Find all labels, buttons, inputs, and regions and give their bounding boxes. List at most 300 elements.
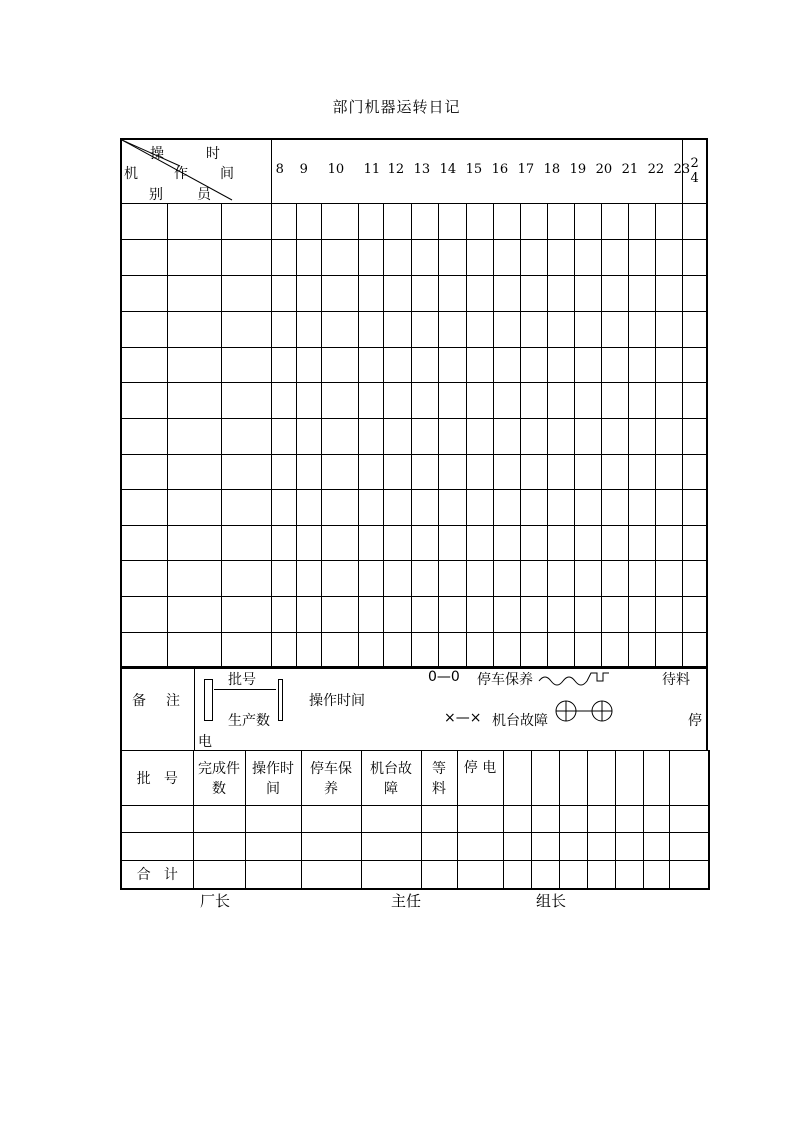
log-cell[interactable]: [412, 632, 439, 668]
log-cell[interactable]: [493, 347, 520, 382]
log-cell[interactable]: [271, 489, 296, 525]
log-cell[interactable]: [296, 347, 321, 382]
log-cell[interactable]: [271, 454, 296, 489]
log-cell[interactable]: [359, 239, 384, 275]
log-cell[interactable]: [121, 632, 168, 668]
heji-label: 合 计: [121, 861, 193, 889]
log-cell[interactable]: [574, 454, 601, 489]
log-cell[interactable]: [466, 632, 493, 668]
log-cell[interactable]: [168, 203, 221, 239]
log-cell[interactable]: [520, 560, 547, 596]
hour-label-20: 20: [595, 162, 613, 177]
log-cell[interactable]: [601, 347, 628, 382]
log-row: [121, 560, 707, 596]
log-cell[interactable]: [121, 525, 168, 560]
log-cell[interactable]: [296, 311, 321, 347]
remark-label-a: 备: [132, 693, 146, 709]
log-cell[interactable]: [271, 275, 296, 311]
log-cell[interactable]: [629, 382, 656, 418]
log-cell[interactable]: [574, 275, 601, 311]
bar-marker-right: [278, 679, 283, 721]
log-cell[interactable]: [412, 203, 439, 239]
log-cell[interactable]: [547, 596, 574, 632]
log-cell[interactable]: [439, 454, 466, 489]
log-cell[interactable]: [271, 382, 296, 418]
log-cell[interactable]: [656, 632, 683, 668]
log-cell[interactable]: [547, 525, 574, 560]
log-cell[interactable]: [412, 275, 439, 311]
log-cell[interactable]: [493, 489, 520, 525]
log-cell[interactable]: [168, 311, 221, 347]
log-cell[interactable]: [520, 632, 547, 668]
log-cell[interactable]: [168, 560, 221, 596]
log-cell[interactable]: [466, 489, 493, 525]
log-cell[interactable]: [359, 454, 384, 489]
log-cell[interactable]: [601, 560, 628, 596]
log-cell[interactable]: [321, 489, 359, 525]
log-row: [121, 418, 707, 454]
log-cell[interactable]: [547, 632, 574, 668]
log-cell[interactable]: [493, 311, 520, 347]
log-cell[interactable]: [466, 560, 493, 596]
log-row: [121, 311, 707, 347]
log-cell[interactable]: [629, 347, 656, 382]
log-cell[interactable]: [466, 454, 493, 489]
log-cell[interactable]: [296, 454, 321, 489]
log-cell[interactable]: [271, 239, 296, 275]
log-cell[interactable]: [683, 525, 707, 560]
log-cell[interactable]: [359, 525, 384, 560]
log-cell[interactable]: [168, 347, 221, 382]
log-cell[interactable]: [168, 382, 221, 418]
log-cell[interactable]: [221, 489, 271, 525]
log-cell[interactable]: [656, 560, 683, 596]
log-cell[interactable]: [412, 525, 439, 560]
log-cell[interactable]: [221, 632, 271, 668]
log-cell[interactable]: [296, 275, 321, 311]
bar-line: [214, 689, 276, 690]
hour-label-10: 10: [327, 162, 345, 177]
log-row: [121, 203, 707, 239]
log-cell[interactable]: [466, 596, 493, 632]
log-cell[interactable]: [412, 239, 439, 275]
log-cell[interactable]: [121, 489, 168, 525]
remark-row: [120, 666, 708, 750]
log-cell[interactable]: [574, 418, 601, 454]
col-tingdian: 停 电: [457, 751, 503, 806]
diagonal-lines: [122, 140, 266, 204]
log-cell[interactable]: [221, 203, 271, 239]
log-cell[interactable]: [359, 596, 384, 632]
log-cell[interactable]: [359, 347, 384, 382]
log-cell[interactable]: [439, 275, 466, 311]
summary-table: [120, 750, 710, 890]
log-cell[interactable]: [384, 347, 412, 382]
legend-caozuoshijian: 操作时间: [309, 693, 365, 709]
hour-label-23: 23: [673, 162, 691, 177]
log-cell[interactable]: [574, 596, 601, 632]
log-cell[interactable]: [547, 311, 574, 347]
log-cell[interactable]: [271, 525, 296, 560]
log-cell[interactable]: [384, 382, 412, 418]
hour-label-16: 16: [491, 162, 509, 177]
log-cell[interactable]: [384, 632, 412, 668]
log-cell[interactable]: [384, 489, 412, 525]
log-cell[interactable]: [359, 560, 384, 596]
log-cell[interactable]: [384, 560, 412, 596]
log-cell[interactable]: [601, 239, 628, 275]
log-cell[interactable]: [574, 203, 601, 239]
log-cell[interactable]: [439, 489, 466, 525]
hour-label-18: 18: [543, 162, 561, 177]
log-cell[interactable]: [493, 239, 520, 275]
log-cell[interactable]: [221, 418, 271, 454]
log-cell[interactable]: [629, 454, 656, 489]
footer-changzhang: 厂长: [200, 892, 231, 910]
log-cell[interactable]: [656, 596, 683, 632]
log-row: [121, 525, 707, 560]
col-wancheng: 完成件 数: [193, 751, 245, 806]
log-cell[interactable]: [359, 203, 384, 239]
log-cell[interactable]: [520, 418, 547, 454]
log-cell[interactable]: [271, 347, 296, 382]
log-cell[interactable]: [121, 382, 168, 418]
header-ji: 机: [124, 166, 138, 182]
log-cell[interactable]: [296, 489, 321, 525]
log-cell[interactable]: [574, 239, 601, 275]
header-yuan: 员: [197, 187, 211, 203]
log-cell[interactable]: [601, 203, 628, 239]
hour-label-11: 11: [363, 162, 381, 177]
log-cell[interactable]: [439, 203, 466, 239]
log-cell[interactable]: [629, 560, 656, 596]
log-cell[interactable]: [574, 525, 601, 560]
footer-zuzhang: 组长: [536, 892, 567, 910]
log-cell[interactable]: [493, 632, 520, 668]
log-cell[interactable]: [601, 525, 628, 560]
log-cell[interactable]: [656, 347, 683, 382]
log-cell[interactable]: [520, 311, 547, 347]
log-cell[interactable]: [656, 311, 683, 347]
log-cell[interactable]: [656, 239, 683, 275]
log-cell[interactable]: [601, 275, 628, 311]
log-cell[interactable]: [683, 418, 707, 454]
header-jian: 间: [220, 166, 234, 182]
log-cell[interactable]: [629, 596, 656, 632]
log-cell[interactable]: [439, 239, 466, 275]
log-cell[interactable]: [466, 382, 493, 418]
remark-divider: [194, 667, 195, 751]
log-cell[interactable]: [321, 275, 359, 311]
log-cell[interactable]: [168, 489, 221, 525]
log-cell[interactable]: [656, 525, 683, 560]
log-cell[interactable]: [574, 311, 601, 347]
log-cell[interactable]: [493, 418, 520, 454]
log-cell[interactable]: [683, 596, 707, 632]
log-cell[interactable]: [493, 454, 520, 489]
log-cell[interactable]: [221, 525, 271, 560]
log-cell[interactable]: [547, 382, 574, 418]
log-cell[interactable]: [547, 418, 574, 454]
log-cell[interactable]: [321, 454, 359, 489]
log-cell[interactable]: [359, 382, 384, 418]
log-cell[interactable]: [520, 489, 547, 525]
log-cell[interactable]: [547, 203, 574, 239]
legend-fault-code: ×—×: [444, 710, 482, 726]
hour-label-19: 19: [569, 162, 587, 177]
log-cell[interactable]: [439, 596, 466, 632]
log-cell[interactable]: [384, 418, 412, 454]
log-cell[interactable]: [412, 560, 439, 596]
log-cell[interactable]: [321, 311, 359, 347]
log-cell[interactable]: [683, 347, 707, 382]
log-cell[interactable]: [629, 203, 656, 239]
log-cell[interactable]: [683, 382, 707, 418]
legend-fault-text: 机台故障: [492, 713, 548, 729]
log-cell[interactable]: [683, 632, 707, 668]
log-cell[interactable]: [466, 418, 493, 454]
log-cell[interactable]: [121, 560, 168, 596]
log-cell[interactable]: [321, 525, 359, 560]
log-cell[interactable]: [384, 525, 412, 560]
log-cell[interactable]: [412, 311, 439, 347]
log-cell[interactable]: [296, 560, 321, 596]
log-cell[interactable]: [574, 632, 601, 668]
log-cell[interactable]: [296, 418, 321, 454]
log-cell[interactable]: [547, 560, 574, 596]
log-cell[interactable]: [683, 203, 707, 239]
log-cell[interactable]: [168, 418, 221, 454]
log-cell[interactable]: [221, 239, 271, 275]
log-cell[interactable]: [574, 560, 601, 596]
log-cell[interactable]: [412, 347, 439, 382]
log-cell[interactable]: [321, 418, 359, 454]
log-cell[interactable]: [412, 489, 439, 525]
summary-row: [121, 833, 709, 861]
log-cell[interactable]: [629, 418, 656, 454]
log-cell[interactable]: [384, 454, 412, 489]
log-cell[interactable]: [601, 454, 628, 489]
log-cell[interactable]: [520, 239, 547, 275]
log-cell[interactable]: [466, 239, 493, 275]
log-cell[interactable]: [321, 239, 359, 275]
log-cell[interactable]: [547, 239, 574, 275]
log-cell[interactable]: [520, 275, 547, 311]
log-cell[interactable]: [121, 239, 168, 275]
log-cell[interactable]: [221, 596, 271, 632]
log-cell[interactable]: [271, 596, 296, 632]
log-cell[interactable]: [359, 275, 384, 311]
log-cell[interactable]: [321, 347, 359, 382]
log-cell[interactable]: [384, 596, 412, 632]
log-cell[interactable]: [121, 311, 168, 347]
log-cell[interactable]: [601, 489, 628, 525]
log-cell[interactable]: [656, 418, 683, 454]
log-cell[interactable]: [466, 275, 493, 311]
log-cell[interactable]: [629, 525, 656, 560]
log-cell[interactable]: [629, 275, 656, 311]
log-cell[interactable]: [384, 275, 412, 311]
log-cell[interactable]: [359, 632, 384, 668]
hour-label-8: 8: [275, 162, 284, 177]
log-cell[interactable]: [359, 418, 384, 454]
log-cell[interactable]: [574, 489, 601, 525]
log-cell[interactable]: [168, 275, 221, 311]
log-cell[interactable]: [520, 382, 547, 418]
log-cell[interactable]: [574, 347, 601, 382]
log-cell[interactable]: [520, 454, 547, 489]
log-cell[interactable]: [683, 275, 707, 311]
log-cell[interactable]: [493, 525, 520, 560]
col-tingche: 停车保 养: [301, 751, 361, 806]
log-cell[interactable]: [520, 596, 547, 632]
log-cell[interactable]: [493, 382, 520, 418]
log-cell[interactable]: [321, 632, 359, 668]
log-cell[interactable]: [384, 203, 412, 239]
log-cell[interactable]: [121, 596, 168, 632]
log-cell[interactable]: [493, 560, 520, 596]
log-cell[interactable]: [466, 311, 493, 347]
log-cell[interactable]: [221, 311, 271, 347]
log-cell[interactable]: [121, 418, 168, 454]
log-cell[interactable]: [466, 525, 493, 560]
log-cell[interactable]: [296, 203, 321, 239]
log-cell[interactable]: [520, 203, 547, 239]
log-cell[interactable]: [466, 347, 493, 382]
col-guzhang: 机台故 障: [361, 751, 421, 806]
log-cell[interactable]: [321, 560, 359, 596]
log-cell[interactable]: [439, 560, 466, 596]
log-cell[interactable]: [321, 382, 359, 418]
log-cell[interactable]: [221, 454, 271, 489]
log-cell[interactable]: [221, 275, 271, 311]
log-cell[interactable]: [656, 382, 683, 418]
log-cell[interactable]: [656, 454, 683, 489]
log-cell[interactable]: [271, 311, 296, 347]
log-cell[interactable]: [493, 203, 520, 239]
hour-label-12: 12: [387, 162, 405, 177]
log-cell[interactable]: [412, 418, 439, 454]
log-cell[interactable]: [384, 311, 412, 347]
hours-header-cell: [271, 139, 691, 203]
log-row: [121, 632, 707, 668]
header-cao: 操: [150, 146, 164, 162]
log-cell[interactable]: [321, 203, 359, 239]
log-cell[interactable]: [412, 596, 439, 632]
log-cell[interactable]: [629, 311, 656, 347]
hour-24-bottom: 4: [690, 171, 699, 187]
log-row: [121, 347, 707, 382]
log-cell[interactable]: [656, 489, 683, 525]
log-cell[interactable]: [296, 632, 321, 668]
log-cell[interactable]: [629, 239, 656, 275]
log-cell[interactable]: [271, 632, 296, 668]
log-cell[interactable]: [547, 489, 574, 525]
log-cell[interactable]: [121, 203, 168, 239]
log-cell[interactable]: [439, 347, 466, 382]
log-cell[interactable]: [121, 275, 168, 311]
log-cell[interactable]: [296, 525, 321, 560]
log-cell[interactable]: [439, 418, 466, 454]
log-cell[interactable]: [121, 454, 168, 489]
log-cell[interactable]: [629, 632, 656, 668]
log-cell[interactable]: [683, 311, 707, 347]
log-cell[interactable]: [656, 275, 683, 311]
hour-label-13: 13: [413, 162, 431, 177]
log-cell[interactable]: [296, 382, 321, 418]
col-dengliao: 等 料: [421, 751, 457, 806]
diagonal-header-cell: [121, 139, 271, 203]
log-cell[interactable]: [221, 560, 271, 596]
log-cell[interactable]: [493, 275, 520, 311]
log-cell[interactable]: [466, 203, 493, 239]
log-cell[interactable]: [271, 560, 296, 596]
wave-symbol-icon: [537, 669, 612, 687]
log-cell[interactable]: [439, 311, 466, 347]
log-cell[interactable]: [439, 632, 466, 668]
log-cell[interactable]: [168, 239, 221, 275]
log-cell[interactable]: [168, 632, 221, 668]
legend-dian: 电: [198, 734, 212, 750]
legend-ting: 停: [688, 713, 702, 729]
log-cell[interactable]: [683, 489, 707, 525]
log-cell[interactable]: [683, 454, 707, 489]
log-cell[interactable]: [359, 311, 384, 347]
log-cell[interactable]: [547, 275, 574, 311]
log-cell[interactable]: [547, 454, 574, 489]
log-cell[interactable]: [412, 382, 439, 418]
log-cell[interactable]: [221, 382, 271, 418]
log-cell[interactable]: [439, 382, 466, 418]
log-cell[interactable]: [296, 596, 321, 632]
log-cell[interactable]: [412, 454, 439, 489]
log-cell[interactable]: [296, 239, 321, 275]
log-cell[interactable]: [271, 203, 296, 239]
log-cell[interactable]: [601, 311, 628, 347]
log-cell[interactable]: [547, 347, 574, 382]
log-cell[interactable]: [168, 525, 221, 560]
log-cell[interactable]: [493, 596, 520, 632]
log-cell[interactable]: [359, 489, 384, 525]
log-cell[interactable]: [121, 347, 168, 382]
header-shi: 时: [206, 146, 220, 162]
log-cell[interactable]: [384, 239, 412, 275]
log-cell[interactable]: [439, 525, 466, 560]
log-cell[interactable]: [168, 596, 221, 632]
log-cell[interactable]: [601, 418, 628, 454]
log-cell[interactable]: [656, 203, 683, 239]
log-cell[interactable]: [683, 239, 707, 275]
log-cell[interactable]: [683, 560, 707, 596]
log-cell[interactable]: [271, 418, 296, 454]
legend-stop-maintenance-code: 0—0: [428, 669, 460, 685]
log-cell[interactable]: [321, 596, 359, 632]
footer-zhuren: 主任: [391, 892, 422, 910]
machine-log-table: [120, 138, 708, 669]
log-row: [121, 275, 707, 311]
hour-label-15: 15: [465, 162, 483, 177]
log-cell[interactable]: [629, 489, 656, 525]
log-cell[interactable]: [574, 382, 601, 418]
log-cell[interactable]: [601, 632, 628, 668]
log-cell[interactable]: [601, 382, 628, 418]
log-cell[interactable]: [520, 525, 547, 560]
log-cell[interactable]: [168, 454, 221, 489]
hour-label-22: 22: [647, 162, 665, 177]
log-cell[interactable]: [221, 347, 271, 382]
log-cell[interactable]: [601, 596, 628, 632]
log-cell[interactable]: [520, 347, 547, 382]
